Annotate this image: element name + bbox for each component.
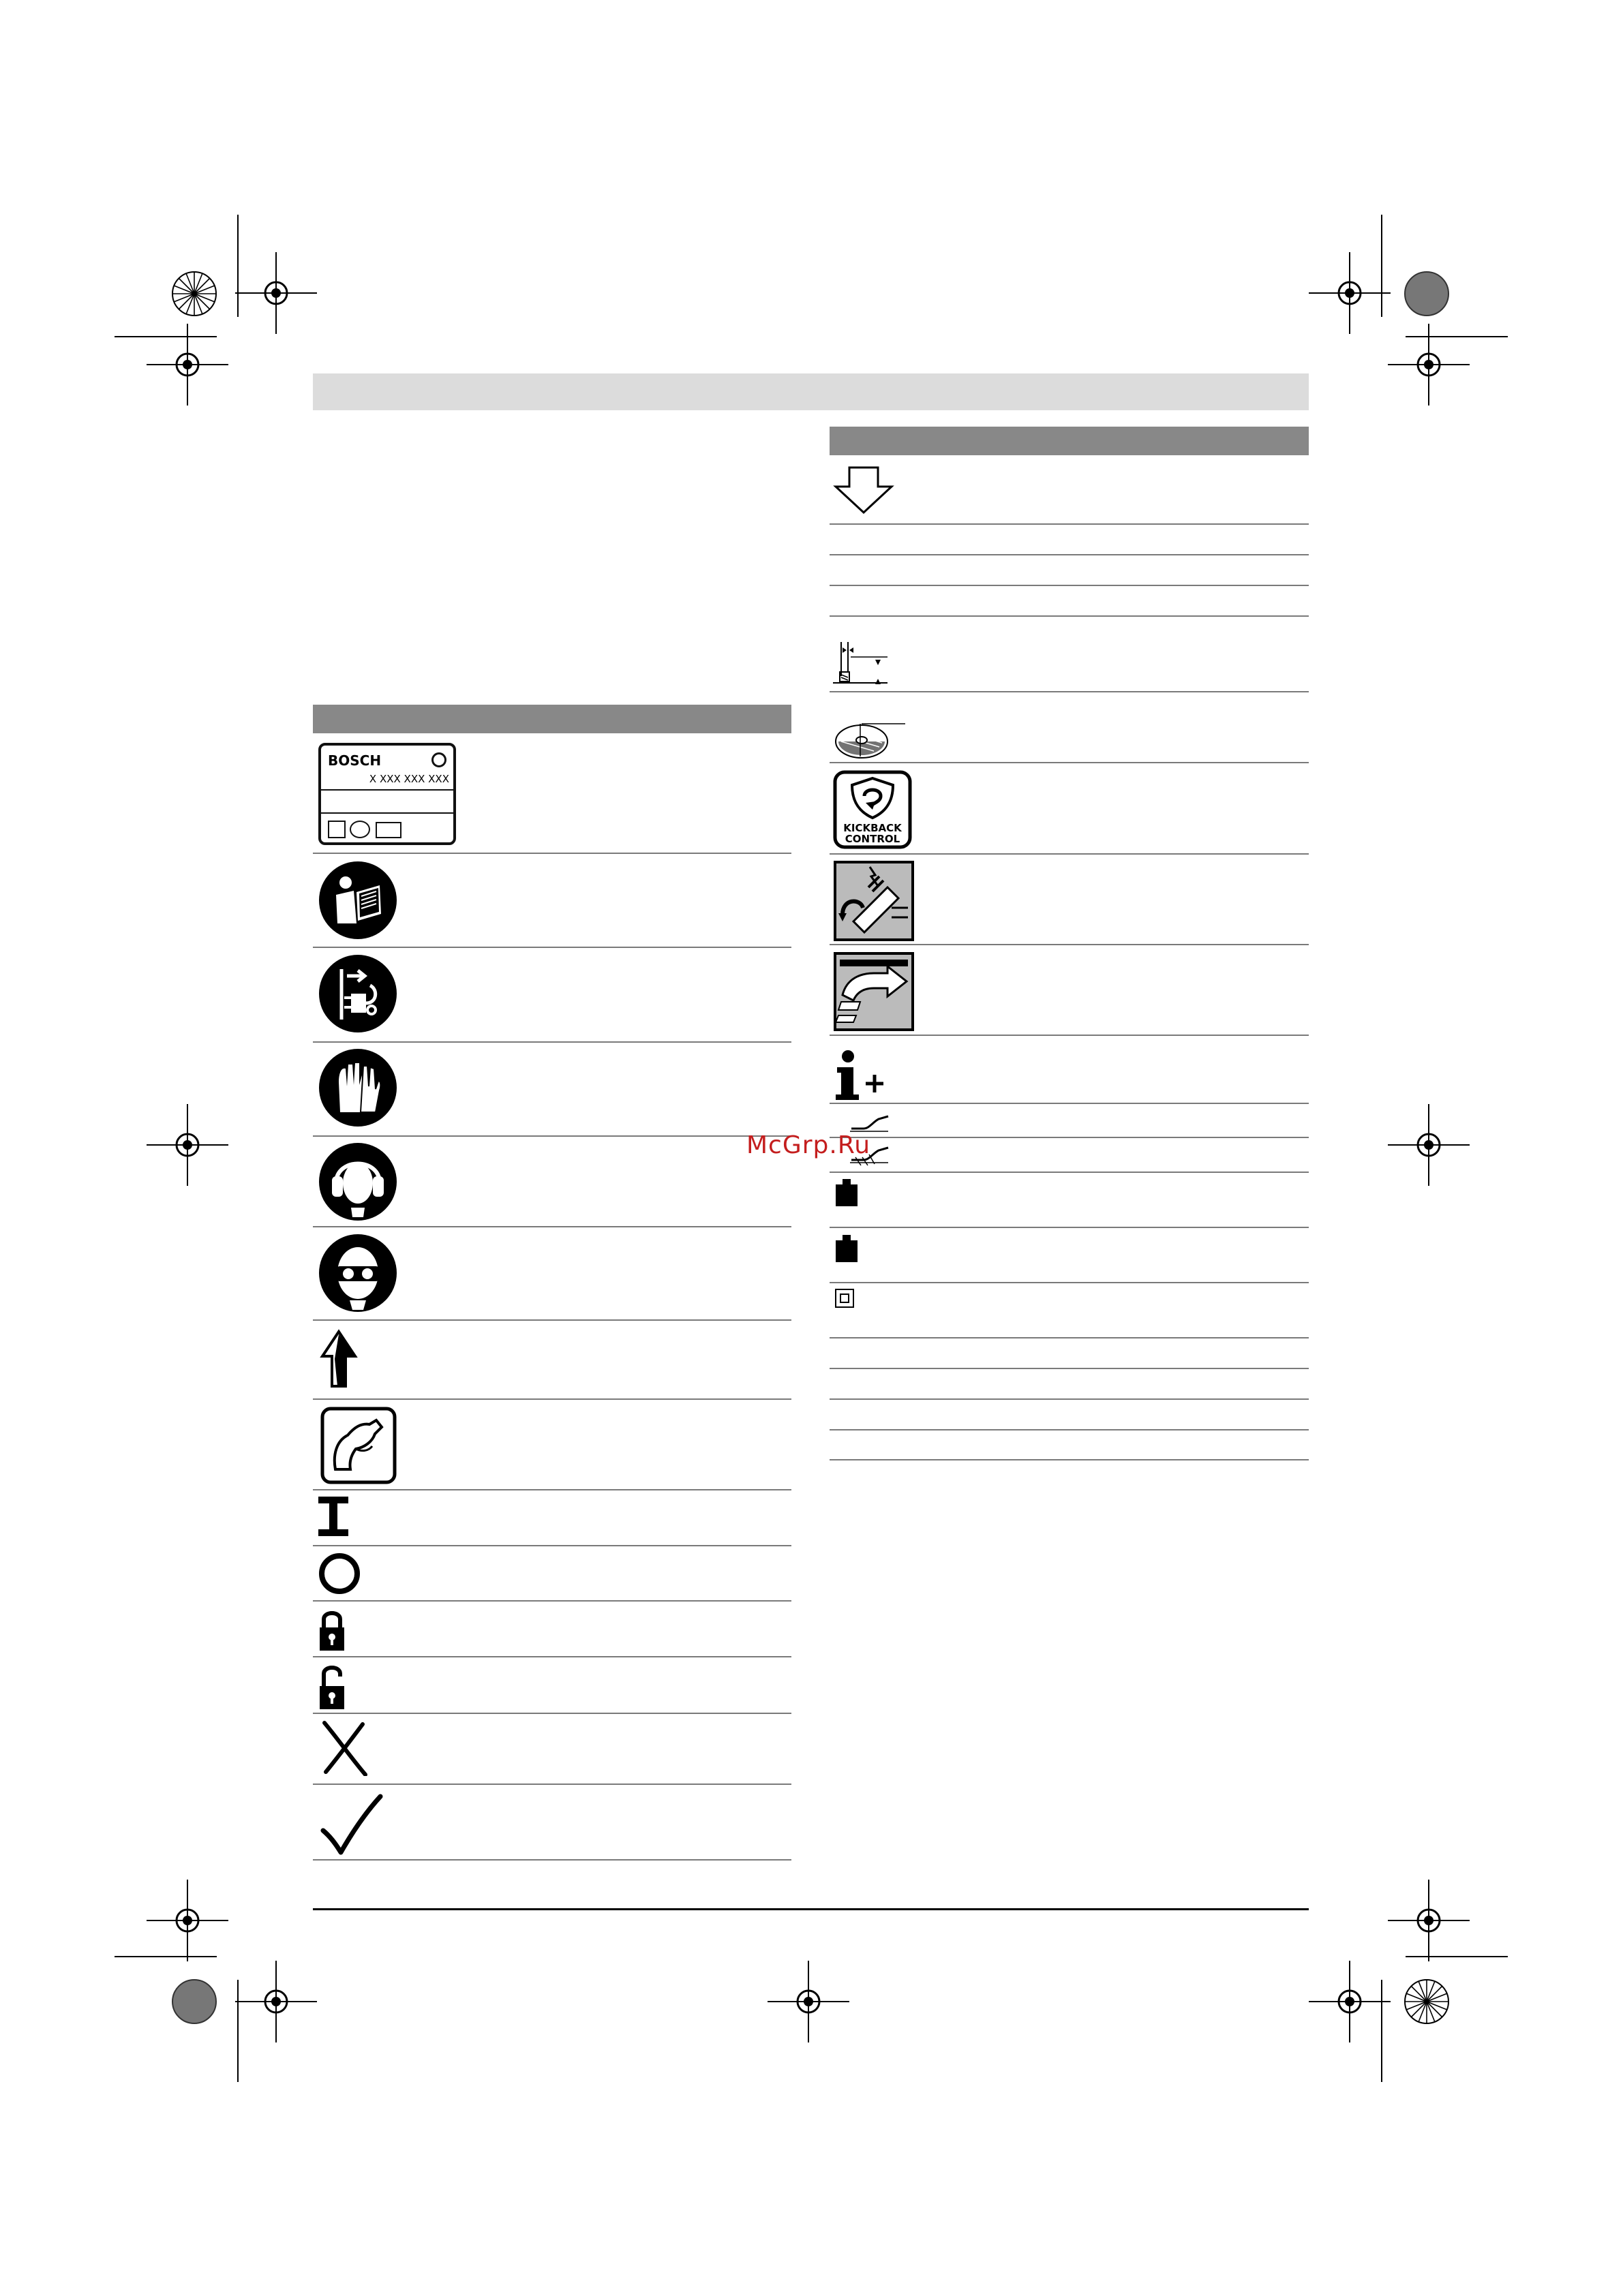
row-divider bbox=[830, 762, 1309, 763]
row-divider bbox=[313, 1600, 791, 1602]
row-divider bbox=[313, 1656, 791, 1657]
protection-class-icon bbox=[834, 1288, 855, 1308]
row-divider bbox=[313, 1226, 791, 1227]
registration-starburst-bottom-right bbox=[1403, 1978, 1451, 2025]
row-divider bbox=[830, 1459, 1309, 1460]
registration-disc-bottom-left bbox=[170, 1978, 218, 2025]
cross-icon bbox=[320, 1720, 369, 1776]
row-divider bbox=[313, 947, 791, 948]
weight-icon bbox=[833, 1178, 860, 1208]
crosshair-mark bbox=[147, 1880, 228, 1961]
crosshair-mark bbox=[1388, 1880, 1470, 1961]
row-divider bbox=[830, 1035, 1309, 1036]
row-divider bbox=[313, 1859, 791, 1861]
row-divider bbox=[830, 554, 1309, 555]
trim-line bbox=[115, 336, 217, 337]
row-divider bbox=[830, 523, 1309, 525]
right-table-header bbox=[830, 427, 1309, 455]
kickback-line1: KICKBACK bbox=[843, 822, 902, 834]
on-symbol-icon bbox=[318, 1497, 348, 1536]
unplug-icon bbox=[318, 954, 397, 1033]
lock-closed-icon bbox=[318, 1608, 346, 1652]
rating-plate-brand: BOSCH bbox=[328, 752, 382, 769]
row-divider bbox=[313, 1135, 791, 1137]
watermark: McGrp.Ru bbox=[746, 1131, 871, 1159]
check-icon bbox=[320, 1794, 383, 1855]
row-divider bbox=[830, 1172, 1309, 1173]
row-divider bbox=[830, 1227, 1309, 1228]
crosshair-mark bbox=[235, 1961, 317, 2042]
row-divider bbox=[313, 1713, 791, 1714]
arrow-down-icon bbox=[833, 465, 894, 514]
read-manual-icon bbox=[318, 861, 397, 940]
spindle-thread-icon bbox=[849, 1107, 890, 1134]
info-plus-icon bbox=[833, 1050, 888, 1101]
plate-divider bbox=[321, 812, 453, 814]
off-symbol-icon bbox=[318, 1552, 361, 1595]
crosshair-mark bbox=[768, 1961, 849, 2042]
row-divider bbox=[830, 944, 1309, 945]
crosshair-mark bbox=[147, 1104, 228, 1186]
row-divider bbox=[313, 1489, 791, 1490]
row-divider bbox=[830, 1137, 1309, 1138]
row-divider bbox=[313, 1784, 791, 1785]
row-divider bbox=[313, 1398, 791, 1400]
bosch-logo-icon bbox=[431, 752, 446, 767]
row-divider bbox=[830, 1429, 1309, 1430]
row-divider bbox=[830, 853, 1309, 855]
crosshair-mark bbox=[1309, 252, 1391, 334]
registration-starburst-top-left bbox=[170, 270, 218, 318]
restart-protection-icon bbox=[833, 860, 915, 942]
trim-line bbox=[1406, 1956, 1508, 1957]
soft-start-icon bbox=[833, 951, 915, 1032]
trim-line bbox=[1381, 215, 1382, 317]
registration-disc-top-right bbox=[1403, 270, 1451, 318]
arrow-up-icon bbox=[318, 1329, 359, 1388]
row-divider bbox=[830, 1337, 1309, 1338]
rating-plate-number: X XXX XXX XXX bbox=[369, 773, 449, 785]
plate-oval bbox=[350, 821, 370, 838]
crosshair-mark bbox=[1388, 1104, 1470, 1186]
row-divider bbox=[830, 585, 1309, 586]
weight-icon-2 bbox=[833, 1234, 860, 1264]
footer-rule bbox=[313, 1908, 1309, 1910]
row-divider bbox=[830, 615, 1309, 617]
trim-line bbox=[237, 215, 239, 317]
row-divider bbox=[830, 1282, 1309, 1283]
trim-line bbox=[1381, 1980, 1382, 2082]
row-divider bbox=[313, 1041, 791, 1043]
plate-divider bbox=[321, 789, 453, 791]
trim-line bbox=[237, 1980, 239, 2082]
two-hand-grip-icon bbox=[320, 1407, 397, 1484]
row-divider bbox=[830, 1103, 1309, 1104]
crosshair-mark bbox=[235, 252, 317, 334]
kickback-control-icon bbox=[833, 770, 912, 849]
row-divider bbox=[830, 691, 1309, 692]
row-divider bbox=[313, 1545, 791, 1546]
rating-plate-icon bbox=[318, 743, 456, 845]
row-divider bbox=[313, 1319, 791, 1321]
kickback-line2: CONTROL bbox=[845, 833, 900, 845]
trim-line bbox=[115, 1956, 217, 1957]
depth-gauge-icon bbox=[833, 642, 888, 688]
trim-line bbox=[1406, 336, 1508, 337]
plate-square bbox=[328, 821, 346, 838]
row-divider bbox=[313, 853, 791, 854]
row-divider bbox=[830, 1398, 1309, 1400]
row-divider bbox=[830, 1368, 1309, 1369]
eye-protection-icon bbox=[318, 1234, 397, 1313]
page-header-band bbox=[313, 373, 1309, 410]
gloves-icon bbox=[318, 1048, 397, 1127]
left-table-header bbox=[313, 705, 791, 733]
crosshair-mark bbox=[1309, 1961, 1391, 2042]
ear-protection-icon bbox=[318, 1142, 397, 1221]
plate-rect bbox=[376, 822, 401, 838]
disc-diameter-icon bbox=[833, 721, 907, 762]
lock-open-icon bbox=[318, 1663, 346, 1711]
